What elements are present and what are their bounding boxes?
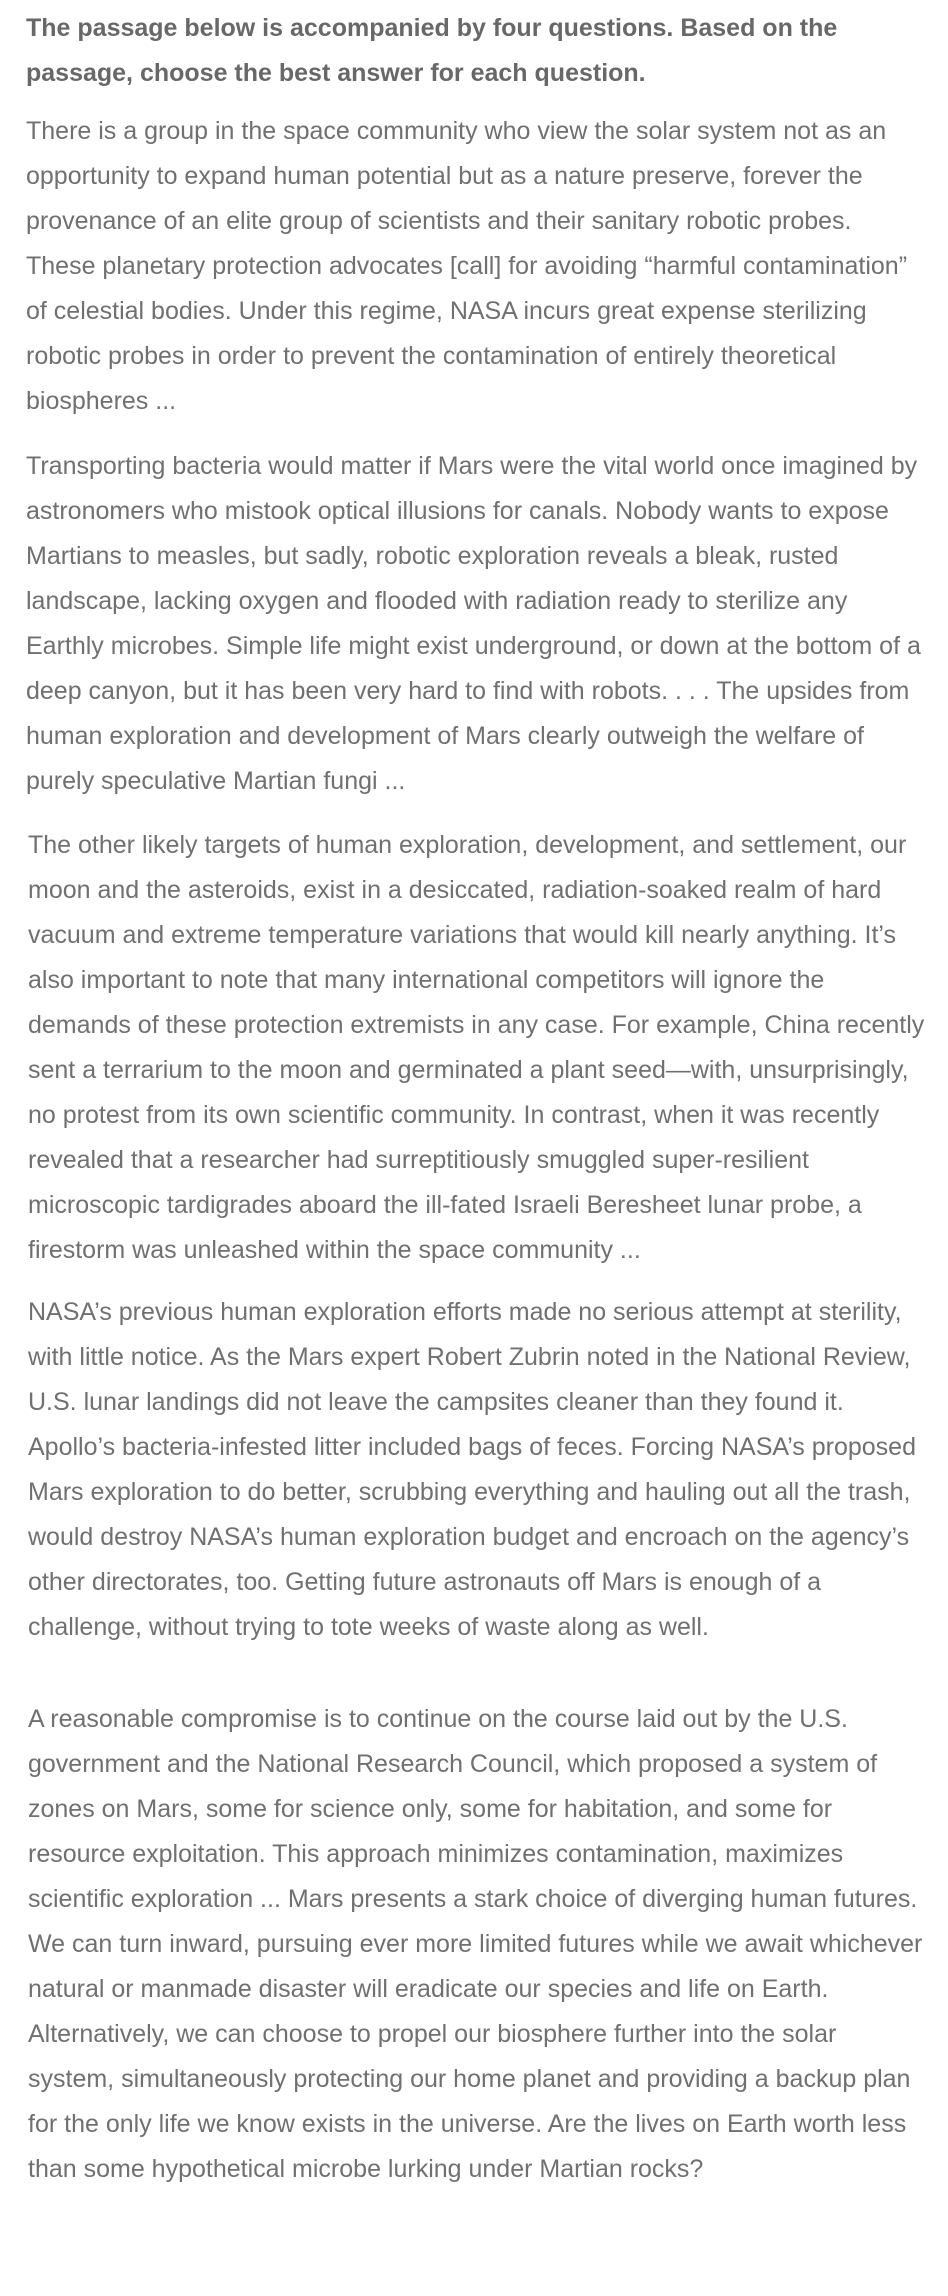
passage-paragraph-4: NASA’s previous human exploration efforts made no serious attempt at sterility, with little notice. As the Mars expert Robert Zubrin noted in the National Review, U.S. lunar landings did not leave the campsites cleaner than they found it. Apollo’s bacteria-infested litter included bags of feces. Forcing NASA’s proposed Mars exploration to do better, scrubbing everything and hauling out all the trash, would destroy NASA’s human exploration budget and encroach on the agency’s other directorates, too. Getting future astronauts off Mars is enough of a challenge, without trying to tote weeks of waste along as well. — [28, 1298, 916, 1641]
passage-paragraph-2: Transporting bacteria would matter if Mars were the vital world once imagined by astronomers who mistook optical illusions for canals. Nobody wants to expose Martians to measles, but sadly, robotic exploration reveals a bleak, rusted landscape, lacking oxygen and flooded with radiation ready to sterilize any Earthly microbes. Simple life might exist underground, or down at the bottom of a deep canyon, but it has been very hard to find with robots. . . . The upsides from human exploration and development of Mars clearly outweigh the welfare of purely speculative Martian fungi ... — [26, 452, 921, 795]
passage-paragraph-3: The other likely targets of human exploration, development, and settlement, our moon and the asteroids, exist in a desiccated, radiation-soaked realm of hard vacuum and extreme temperature variations that would kill nearly anything. It’s also important to note that many international competitors will ignore the demands of these protection extremists in any case. For example, China recently sent a terrarium to the moon and germinated a plant seed—with, unsurprisingly, no protest from its own scientific community. In contrast, when it was recently revealed that a researcher had surreptitiously smuggled super-resilient microscopic tardigrades aboard the ill-fated Israeli Beresheet lunar probe, a firestorm was unleashed within the space community ... — [28, 831, 925, 1264]
passage-paragraph-5: A reasonable compromise is to continue on the course laid out by the U.S. government and the National Research Council, which proposed a system of zones on Mars, some for science only, some for habitation, and some for resource exploitation. This approach minimizes contamination, maximizes scientific exploration ... Mars presents a stark choice of diverging human futures. We can turn inward, pursuing ever more limited futures while we await whichever natural or manmade disaster will eradicate our species and life on Earth. Alternatively, we can choose to propel our biosphere further into the solar system, simultaneously protecting our home planet and providing a backup plan for the only life we know exists in the universe. Are the lives on Earth worth less than some hypothetical microbe lurking under Martian rocks? — [28, 1705, 923, 2183]
passage-paragraph-1: There is a group in the space community who view the solar system not as an opportunity to expand human potential but as a nature preserve, forever the provenance of an elite group of scientists and their sanitary robotic probes. These planetary protection advocates [call] for avoiding “harmful contamination” of celestial bodies. Under this regime, NASA incurs great expense sterilizing robotic probes in order to prevent the contamination of entirely theoretical biospheres ... — [26, 117, 908, 415]
passage-instructions: The passage below is accompanied by four questions. Based on the passage, choose the best answer for each question. — [26, 14, 838, 87]
